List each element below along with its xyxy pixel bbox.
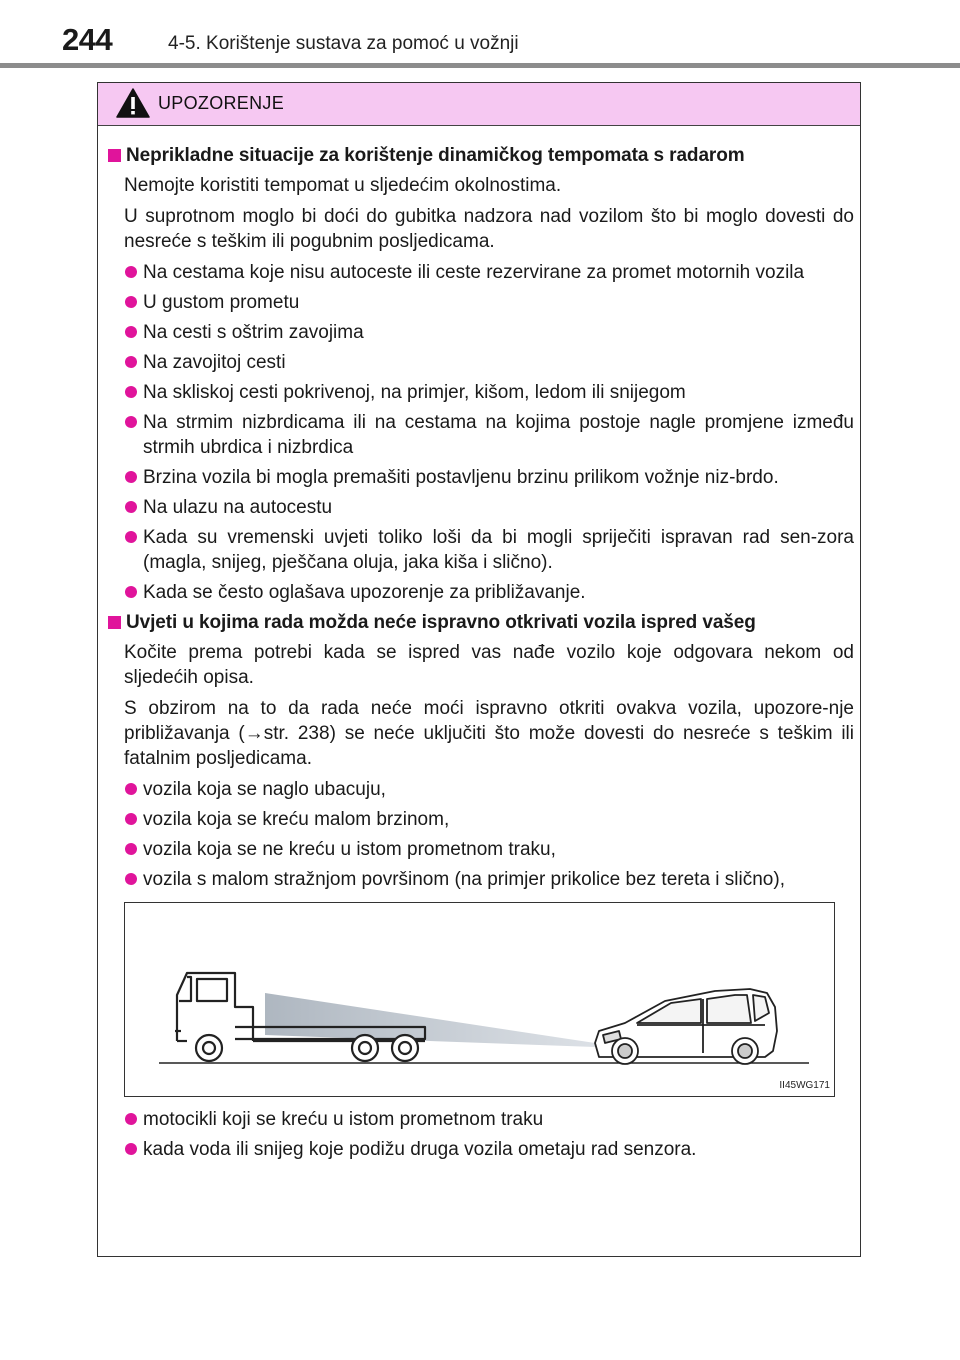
list-item-text: Kada se često oglašava upozorenje za približavanje. [143, 582, 586, 603]
square-bullet-icon [108, 616, 121, 629]
list-item [124, 837, 854, 862]
round-bullet-icon [125, 416, 137, 428]
round-bullet-icon [125, 501, 137, 513]
list-item [124, 350, 854, 375]
warning-box [97, 82, 861, 1257]
list-item [124, 260, 854, 285]
warning-triangle-icon [116, 88, 150, 118]
page-number: 244 [62, 22, 113, 57]
list-item-text: Na ulazu na autocestu [143, 497, 333, 518]
round-bullet-icon [125, 586, 137, 598]
list-item-text: Kada su vremenski uvjeti toliko loši da bi mogli spriječiti ispravan rad sen-zora (magla, snijeg, pješčana oluja, jaka kiša i slično). [143, 527, 854, 573]
list-item-text: kada voda ili snijeg koje podižu druga vozila ometaju rad senzora. [143, 1139, 697, 1160]
round-bullet-icon [125, 1113, 137, 1125]
round-bullet-icon [125, 873, 137, 885]
list-item [124, 410, 854, 460]
list-item-text: Na strmim nizbrdicama ili na cestama na kojima postoje nagle promjene između strmih ubrdica i nizbrdica [143, 412, 854, 458]
list-item-text: U gustom prometu [143, 292, 300, 313]
round-bullet-icon [125, 356, 137, 368]
section-heading-text: Uvjeti u kojima rada možda neće ispravno otkrivati vozila ispred vašeg [126, 612, 756, 633]
list-item-text: motocikli koji se kreću u istom prometnom traku [143, 1109, 544, 1130]
round-bullet-icon [125, 266, 137, 278]
round-bullet-icon [125, 813, 137, 825]
list-item [124, 380, 854, 405]
radar-illustration [125, 903, 836, 1098]
round-bullet-icon [125, 843, 137, 855]
list-item [124, 525, 854, 575]
list-item-text: vozila s malom stražnjom površinom (na primjer prikolice bez tereta i slično), [143, 869, 785, 890]
list-item [124, 465, 854, 490]
list-item-text: Na cesti s oštrim zavojima [143, 322, 364, 343]
list-item-text: vozila koja se kreću malom brzinom, [143, 809, 450, 830]
list-item [124, 580, 854, 605]
list-item-text: Na cestama koje nisu autoceste ili ceste rezervirane za promet motornih vozila [143, 262, 805, 283]
round-bullet-icon [125, 296, 137, 308]
page-header [0, 0, 960, 70]
paragraph: S obzirom na to da rada neće moći ispravno otkriti ovakva vozila, upozore-nje približavanja (→str. 238) se neće uključiti što može dovesti do nesreće s teškim ili fatalnim posljedicama. [124, 698, 854, 769]
warning-label: UPOZORENJE [158, 93, 285, 113]
round-bullet-icon [125, 471, 137, 483]
list-item [124, 777, 854, 802]
warning-header [98, 83, 860, 126]
section-heading-text: Neprikladne situacije za korištenje dinamičkog tempomata s radarom [126, 145, 745, 166]
list-item [124, 807, 854, 832]
list-item [124, 1137, 854, 1162]
list-item-text: Brzina vozila bi mogla premašiti postavljenu brzinu prilikom vožnje niz-brdo. [143, 467, 779, 488]
square-bullet-icon [108, 149, 121, 162]
list-item [124, 1107, 854, 1132]
round-bullet-icon [125, 1143, 137, 1155]
list-item-text: vozila koja se ne kreću u istom prometnom traku, [143, 839, 556, 860]
paragraph: U suprotnom moglo bi doći do gubitka nadzora nad vozilom što bi moglo dovesti do nesreće s teškim ili pogubnim posljedicama. [124, 206, 854, 252]
section-heading [108, 143, 862, 169]
illustration-truck-and-car [124, 902, 835, 1097]
list-item [124, 867, 854, 892]
header-rule [0, 63, 960, 68]
round-bullet-icon [125, 531, 137, 543]
list-item-text: Na zavojitoj cesti [143, 352, 286, 373]
section-title: 4-5. Korištenje sustava za pomoć u vožnji [168, 33, 519, 54]
warning-content [98, 143, 862, 1167]
car [595, 989, 777, 1064]
list-item [124, 320, 854, 345]
list-item [124, 495, 854, 520]
round-bullet-icon [125, 386, 137, 398]
round-bullet-icon [125, 326, 137, 338]
paragraph: Kočite prema potrebi kada se ispred vas nađe vozilo koje odgovara nekom od sljedećih opisa. [124, 642, 854, 688]
list-item-text: vozila koja se naglo ubacuju, [143, 779, 386, 800]
paragraph: Nemojte koristiti tempomat u sljedećim okolnostima. [124, 175, 562, 196]
section-heading [108, 610, 862, 636]
round-bullet-icon [125, 783, 137, 795]
figure-code: II45WG171 [779, 1080, 830, 1091]
list-item [124, 290, 854, 315]
list-item-text: Na skliskoj cesti pokrivenoj, na primjer, kišom, ledom ili snijegom [143, 382, 686, 403]
